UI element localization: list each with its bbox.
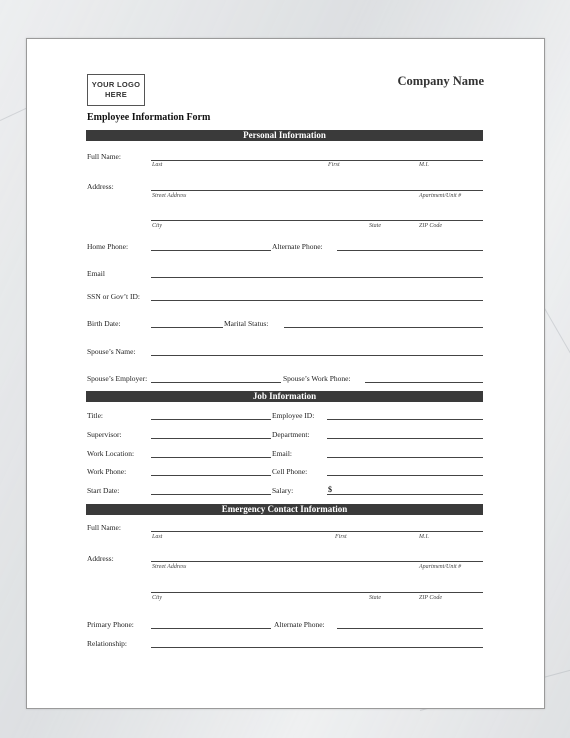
spouse-work-phone-field[interactable] [365,382,483,383]
street-address-field[interactable] [151,190,483,191]
zip-code-hint: ZIP Code [419,223,443,229]
first-name-hint: First [328,162,340,168]
full-name-label: Full Name: [87,152,121,161]
start-date-label: Start Date: [87,486,120,495]
employee-id-label: Employee ID: [272,411,315,420]
logo-placeholder [87,74,145,106]
alternate-phone-label: Alternate Phone: [272,242,323,251]
street-address-hint: Street Address [152,193,187,199]
last-name-hint: Last [152,162,163,168]
emergency-alternate-phone-label: Alternate Phone: [274,620,325,629]
supervisor-label: Supervisor: [87,430,122,439]
department-label: Department: [272,430,310,439]
emergency-last-hint: Last [152,534,163,540]
email-field[interactable] [151,277,483,278]
emergency-alternate-phone-field[interactable] [337,628,483,629]
relationship-field[interactable] [151,647,483,648]
emergency-apartment-hint: Apartment/Unit # [419,564,462,570]
spouse-name-label: Spouse’s Name: [87,347,136,356]
spouse-name-field[interactable] [151,355,483,356]
marital-status-label: Marital Status: [224,319,269,328]
ssn-label: SSN or Gov’t ID: [87,292,140,301]
work-location-field[interactable] [151,457,271,458]
emergency-state-hint: State [369,595,381,601]
primary-phone-field[interactable] [151,628,271,629]
dollar-sign: $ [328,485,332,494]
job-email-field[interactable] [327,457,483,458]
start-date-field[interactable] [151,494,271,495]
spouse-employer-label: Spouse’s Employer: [87,374,148,383]
emergency-street-hint: Street Address [152,564,187,570]
marital-status-field[interactable] [284,327,483,328]
title-field[interactable] [151,419,271,420]
city-state-zip-field[interactable] [151,220,483,221]
employee-id-field[interactable] [327,419,483,420]
birth-date-field[interactable] [151,327,223,328]
middle-initial-hint: M.I. [419,162,429,168]
relationship-label: Relationship: [87,639,127,648]
apartment-hint: Apartment/Unit # [419,193,462,199]
emergency-full-name-label: Full Name: [87,523,121,532]
section-header-emergency: Emergency Contact Information [86,504,483,515]
birth-date-label: Birth Date: [87,319,121,328]
spouse-work-phone-label: Spouse’s Work Phone: [283,374,351,383]
emergency-street-field[interactable] [151,561,483,562]
city-hint: City [152,223,162,229]
primary-phone-label: Primary Phone: [87,620,134,629]
emergency-city-state-zip-field[interactable] [151,592,483,593]
form-sheet [26,38,545,709]
work-phone-field[interactable] [151,475,271,476]
company-name: Company Name [397,74,484,88]
work-phone-label: Work Phone: [87,467,127,476]
section-header-job: Job Information [86,391,483,402]
emergency-mi-hint: M.I. [419,534,429,540]
department-field[interactable] [327,438,483,439]
form-title: Employee Information Form [87,112,211,123]
spouse-employer-field[interactable] [151,382,281,383]
title-label: Title: [87,411,103,420]
state-hint: State [369,223,381,229]
emergency-city-hint: City [152,595,162,601]
ssn-field[interactable] [151,300,483,301]
emergency-full-name-field[interactable] [151,531,483,532]
cell-phone-label: Cell Phone: [272,467,308,476]
full-name-field[interactable] [151,160,483,161]
email-label: Email [87,269,105,278]
job-email-label: Email: [272,449,292,458]
alternate-phone-field[interactable] [337,250,483,251]
emergency-first-hint: First [335,534,347,540]
emergency-zip-hint: ZIP Code [419,595,443,601]
salary-label: Salary: [272,486,294,495]
logo-text-line2: HERE [104,90,128,99]
section-header-personal: Personal Information [86,130,483,141]
home-phone-label: Home Phone: [87,242,129,251]
work-location-label: Work Location: [87,449,135,458]
logo-text-line1: YOUR LOGO [91,80,141,89]
home-phone-field[interactable] [151,250,271,251]
salary-field[interactable] [327,494,483,495]
emergency-address-label: Address: [87,554,114,563]
supervisor-field[interactable] [151,438,271,439]
cell-phone-field[interactable] [327,475,483,476]
address-label: Address: [87,182,114,191]
